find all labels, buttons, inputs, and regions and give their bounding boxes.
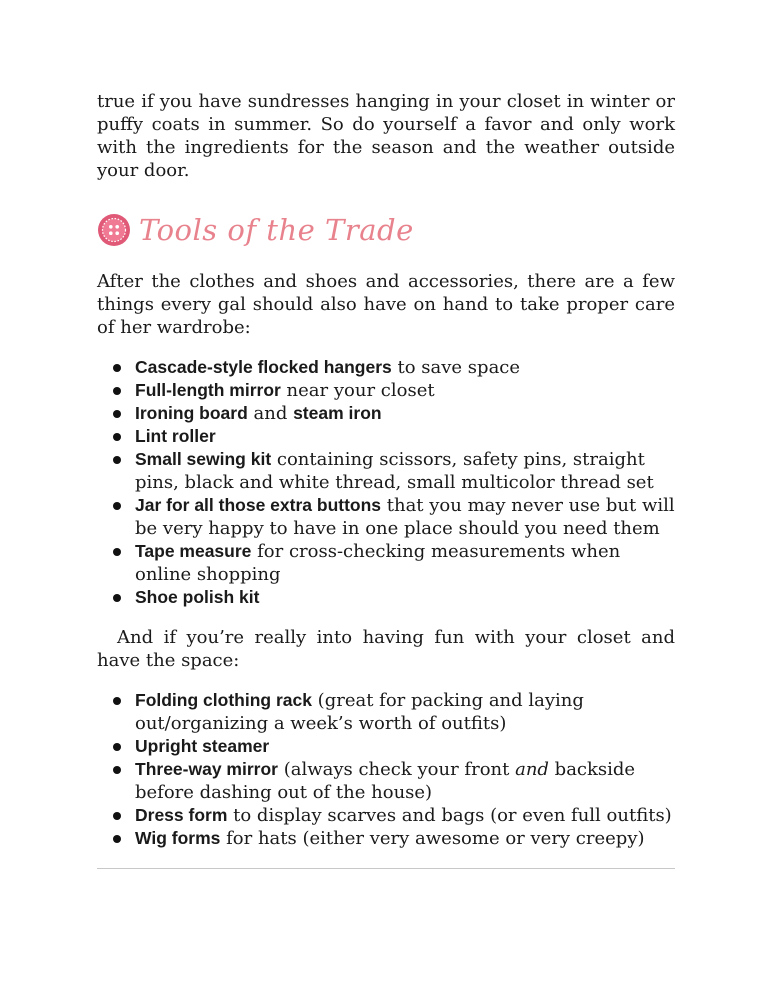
extras-intro-paragraph: And if you’re really into having fun with your closet and have the space:: [97, 627, 675, 671]
list-item: Folding clothing rack (great for packing and laying out/organizing a week’s worth of outfits): [97, 689, 675, 735]
list-item: Lint roller: [97, 425, 675, 448]
list-item: Jar for all those extra buttons that you may never use but will be very happy to have in one place should you need them: [97, 494, 675, 540]
section-heading: [97, 208, 414, 252]
list-item: Tape measure for cross-checking measurements when online shopping: [97, 540, 675, 586]
intro-paragraph: true if you have sundresses hanging in your closet in winter or puffy coats in summer. So do yourself a favor and only work with the ingredients for the season and the weather outside your door.: [97, 91, 675, 181]
list-item: Shoe polish kit: [97, 586, 675, 609]
tools-list: [97, 356, 675, 609]
list-item: Dress form to display scarves and bags (or even full outfits): [97, 804, 675, 827]
list-item: Full-length mirror near your closet: [97, 379, 675, 402]
list-item: Three-way mirror (always check your front and backside before dashing out of the house): [97, 758, 675, 804]
list-item: Small sewing kit containing scissors, safety pins, straight pins, black and white thread, small multicolor thread set: [97, 448, 675, 494]
list-item: Ironing board and steam iron: [97, 402, 675, 425]
list-item: Upright steamer: [97, 735, 675, 758]
section-heading-text: Tools of the Trade: [139, 213, 414, 247]
footer-divider: [97, 868, 675, 869]
tools-intro-paragraph: After the clothes and shoes and accessories, there are a few things every gal should also have on hand to take proper care of her wardrobe:: [97, 271, 675, 338]
button-icon: [97, 213, 131, 247]
list-item: Cascade-style flocked hangers to save space: [97, 356, 675, 379]
list-item: Wig forms for hats (either very awesome or very creepy): [97, 827, 675, 850]
extras-list: [97, 689, 675, 850]
